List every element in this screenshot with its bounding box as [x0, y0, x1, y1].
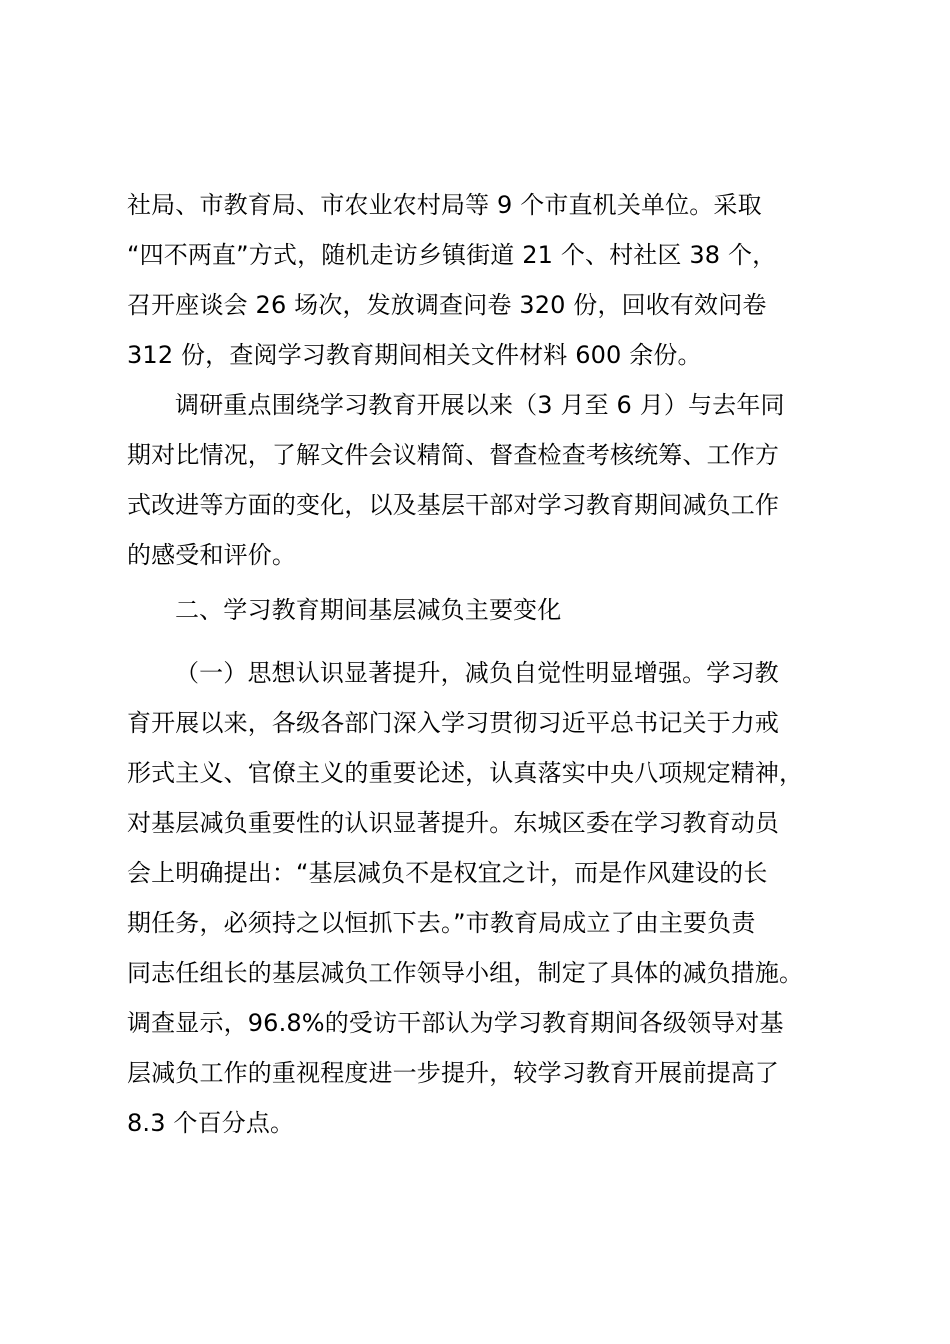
text-line: 会上明确提出：“基层减负不是权宜之计，而是作风建设的长	[127, 859, 768, 887]
text-line: 社局、市教育局、市农业农村局等 9 个市直机关单位。采取	[127, 191, 762, 219]
text-line: 层减负工作的重视程度进一步提升，较学习教育开展前提高了	[127, 1059, 780, 1087]
text-line: 的感受和评价。	[127, 541, 297, 569]
text-line: 育开展以来，各级各部门深入学习贯彻习近平总书记关于力戒	[127, 709, 780, 737]
text-line: 调查显示，96.8%的受访干部认为学习教育期间各级领导对基	[127, 1009, 784, 1037]
text-line: 312 份，查阅学习教育期间相关文件材料 600 余份。	[127, 341, 702, 369]
text-line: 同志任组长的基层减负工作领导小组，制定了具体的减负措施。	[127, 959, 804, 987]
text-line: 召开座谈会 26 场次，发放调查问卷 320 份，回收有效问卷	[127, 291, 767, 319]
section-heading: 二、学习教育期间基层减负主要变化	[175, 596, 562, 624]
text-line: 形式主义、官僚主义的重要论述，认真落实中央八项规定精神，	[127, 759, 804, 787]
text-line: 调研重点围绕学习教育开展以来（3 月至 6 月）与去年同	[175, 391, 785, 419]
text-line: 期对比情况，了解文件会议精简、督查检查考核统筹、工作方	[127, 441, 780, 469]
text-line: 8.3 个百分点。	[127, 1109, 295, 1137]
text-line: （一）思想认识显著提升，减负自觉性明显增强。学习教	[175, 659, 779, 687]
text-line: 期任务，必须持之以恒抓下去。”市教育局成立了由主要负责	[127, 909, 756, 937]
text-line: 式改进等方面的变化，以及基层干部对学习教育期间减负工作	[127, 491, 780, 519]
text-line: “四不两直”方式，随机走访乡镇街道 21 个、村社区 38 个，	[127, 241, 777, 269]
text-line: 对基层减负重要性的认识显著提升。东城区委在学习教育动员	[127, 809, 780, 837]
